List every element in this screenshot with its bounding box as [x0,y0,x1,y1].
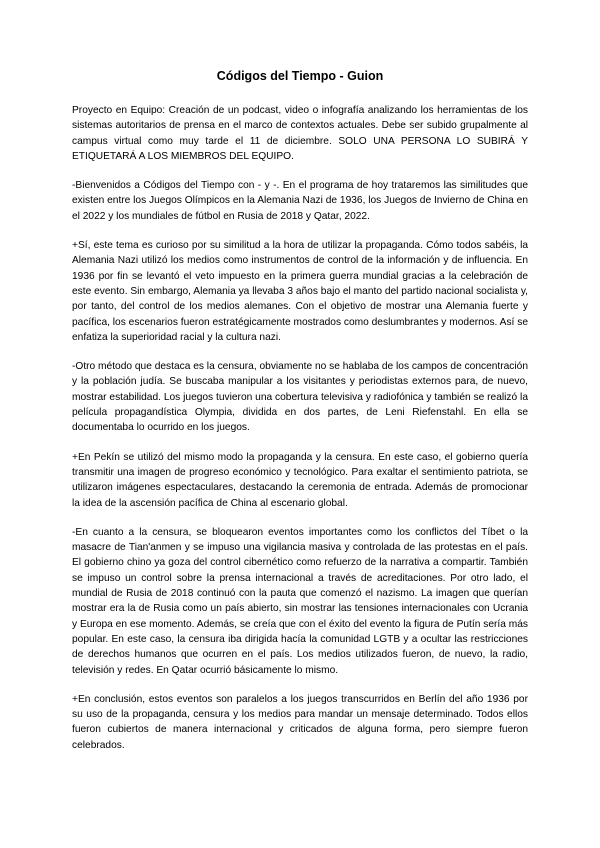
paragraph-project-instructions: Proyecto en Equipo: Creación de un podcast, video o infografía analizando los herramientas de los sistemas autoritarios de prensa en el marco de contextos actuales. Debe ser subido grupalmente al campus virtual como muy tarde el 11 de diciembre. SOLO UNA PERSONA LO SUBIRÁ Y ETIQUETARÁ A LOS MIEMBROS DEL EQUIPO. [72,105,528,162]
paragraph-beijing-propaganda: +En Pekín se utilizó del mismo modo la propaganda y la censura. En este caso, el gobierno quería transmitir una imagen de progreso económico y tecnológico. Para exaltar el sentimiento patriota, se utilizaron imágenes espectaculares, destacando la ceremonia de entrada. Además de promocionar la idea de la ascensión pacífica de China al escenario global. [72,451,528,509]
paragraph-welcome: -Bienvenidos a Códigos del Tiempo con - y -. En el programa de hoy trataremos las similitudes que existen entre los Juegos Olímpicos en la Alemania Nazi de 1936, los Juegos de Invierno de China en el 2022 y los mundiales de fútbol en Rusia de 2018 y Qatar, 2022. [72,180,528,222]
document-title: Códigos del Tiempo - Guion [216,69,384,83]
paragraph-china-russia-censorship: -En cuanto a la censura, se bloquearon eventos importantes como los conflictos del Tíbet o la masacre de Tian'anmen y se impuso una vigilancia masiva y controlada de las protestas en el país. El gobierno chino ya goza del control cibernético como refuerzo de la narrativa a compartir. También se impuso un control sobre la prensa internacional a través de acreditaciones. Por otro lado, el mundial de Rusia de 2018 continuó con la pauta que comenzó el nazismo. La imagen que querían mostrar era la de Rusia como un país abierto, sin mostrar las tensiones internacionales con Ucrania y Europa en ese momento. Además, se creía que con el éxito del evento la figura de Putín sería más popular. En este caso, la censura iba dirigida hacía la comunidad LGTB y a ocultar las restricciones de derechos humanos que ocurren en el país. Los medios utilizados fueron, de nuevo, la radio, televisión y redes. En Qatar ocurrió básicamente lo mismo. [72,526,528,676]
paragraph-censorship-1936: -Otro método que destaca es la censura, obviamente no se hablaba de los campos de concentración y la población judía. Se buscaba manipular a los visitantes y periodistas externos para, de nuevo, mostrar estabilidad. Los juegos tuvieron una cobertura televisiva y radiofónica y también se realizó la película propagandística Olympia, dividida en dos partes, de Leni Riefenstahl. En ella se documentaba lo ocurrido en los juegos. [72,361,528,434]
paragraph-conclusion: +En conclusión, estos eventos son paralelos a los juegos transcurridos en Berlín del año 1936 por su uso de la propaganda, censura y los medios para mandar un mensaje determinado. Todos ellos fueron cubiertos de manera internacional y criticados de alguna forma, pero siempre fueron celebrados. [72,693,528,751]
paragraph-nazi-germany-propaganda: +Sí, este tema es curioso por su similitud a la hora de utilizar la propaganda. Cómo todos sabéis, la Alemania Nazi utilizó los medios como instrumentos de control de la información y de influencia. En 1936 por fin se levantó el veto impuesto en la primera guerra mundial gracias a la celebración de este evento. Sin embargo, Alemania ya llevaba 3 años bajo el manto del partido nacional socialista y, por tanto, del control de los medios alemanes. Con el objetivo de mostrar una Alemania fuerte y pacífica, los escenarios fueron estratégicamente mostrados como deslumbrantes y modernos. Así se enfatiza la superioridad racial y la cultura nazi. [72,240,528,343]
